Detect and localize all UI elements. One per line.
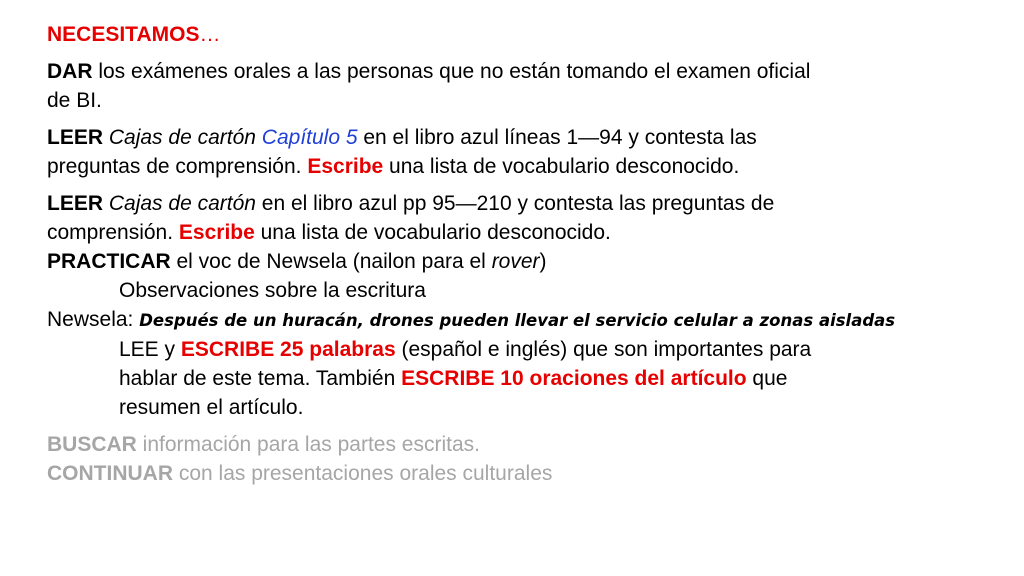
task-leer-1 [47,123,1017,181]
newsela-escribe-10: ESCRIBE 10 oraciones del artículo [401,367,747,390]
leer2-text-2a: comprensión. [47,221,179,244]
newsela-l2c: que [746,367,788,390]
leer1-verb: LEER [47,126,104,149]
dar-verb: DAR [47,60,93,83]
heading-ellipsis: … [199,23,221,46]
heading-label: NECESITAMOS [47,23,200,46]
newsela-escribe-25: ESCRIBE 25 palabras [180,338,396,361]
leer2-book-title: Cajas de cartón [108,192,256,215]
task-practicar [47,247,1017,305]
slide-content [47,20,1017,488]
newsela-l2a: hablar de este tema. También [119,367,402,390]
leer1-escribe: Escribe [307,155,384,178]
leer1-chapter: Capítulo 5 [261,126,358,149]
buscar-text: información para las partes escritas. [136,433,480,456]
practicar-text-b: ) [539,250,547,273]
newsela-label: Newsela [47,308,128,331]
leer1-text-2a: preguntas de comprensión. [47,155,308,178]
newsela-l1a: LEE y [119,338,181,361]
newsela-colon: : [127,308,140,331]
leer2-verb: LEER [47,192,104,215]
task-buscar-continuar [47,430,1017,488]
dar-text-2: de BI. [47,89,102,112]
continuar-text: con las presentaciones orales culturales [173,462,553,485]
leer2-text-2b: una lista de vocabulario desconocido. [254,221,611,244]
leer1-text-2b: una lista de vocabulario desconocido. [383,155,740,178]
heading-necesitamos [47,20,1017,49]
leer2-escribe: Escribe [178,221,255,244]
task-dar [47,57,1017,115]
buscar-verb: BUSCAR [47,433,137,456]
practicar-verb: PRACTICAR [47,250,171,273]
practicar-sub: Observaciones sobre la escritura [119,279,426,302]
continuar-verb: CONTINUAR [47,462,173,485]
leer1-book-title: Cajas de cartón [108,126,256,149]
task-newsela [47,305,1017,422]
newsela-l1c: (español e inglés) que son importantes para [395,338,812,361]
dar-text-1: los exámenes orales a las personas que no están tomando el examen oficial [92,60,811,83]
leer1-text-1: en el libro azul líneas 1—94 y contesta las [357,126,757,149]
newsela-article-title: Después de un huracán, drones pueden llevar el servicio celular a zonas aisladas [139,311,896,330]
practicar-rover: rover [491,250,540,273]
leer2-text-1: en el libro azul pp 95—210 y contesta las preguntas de [255,192,775,215]
practicar-text-a: el voc de Newsela (nailon para el [170,250,492,273]
newsela-l3: resumen el artículo. [119,396,304,419]
task-leer-2 [47,189,1017,247]
